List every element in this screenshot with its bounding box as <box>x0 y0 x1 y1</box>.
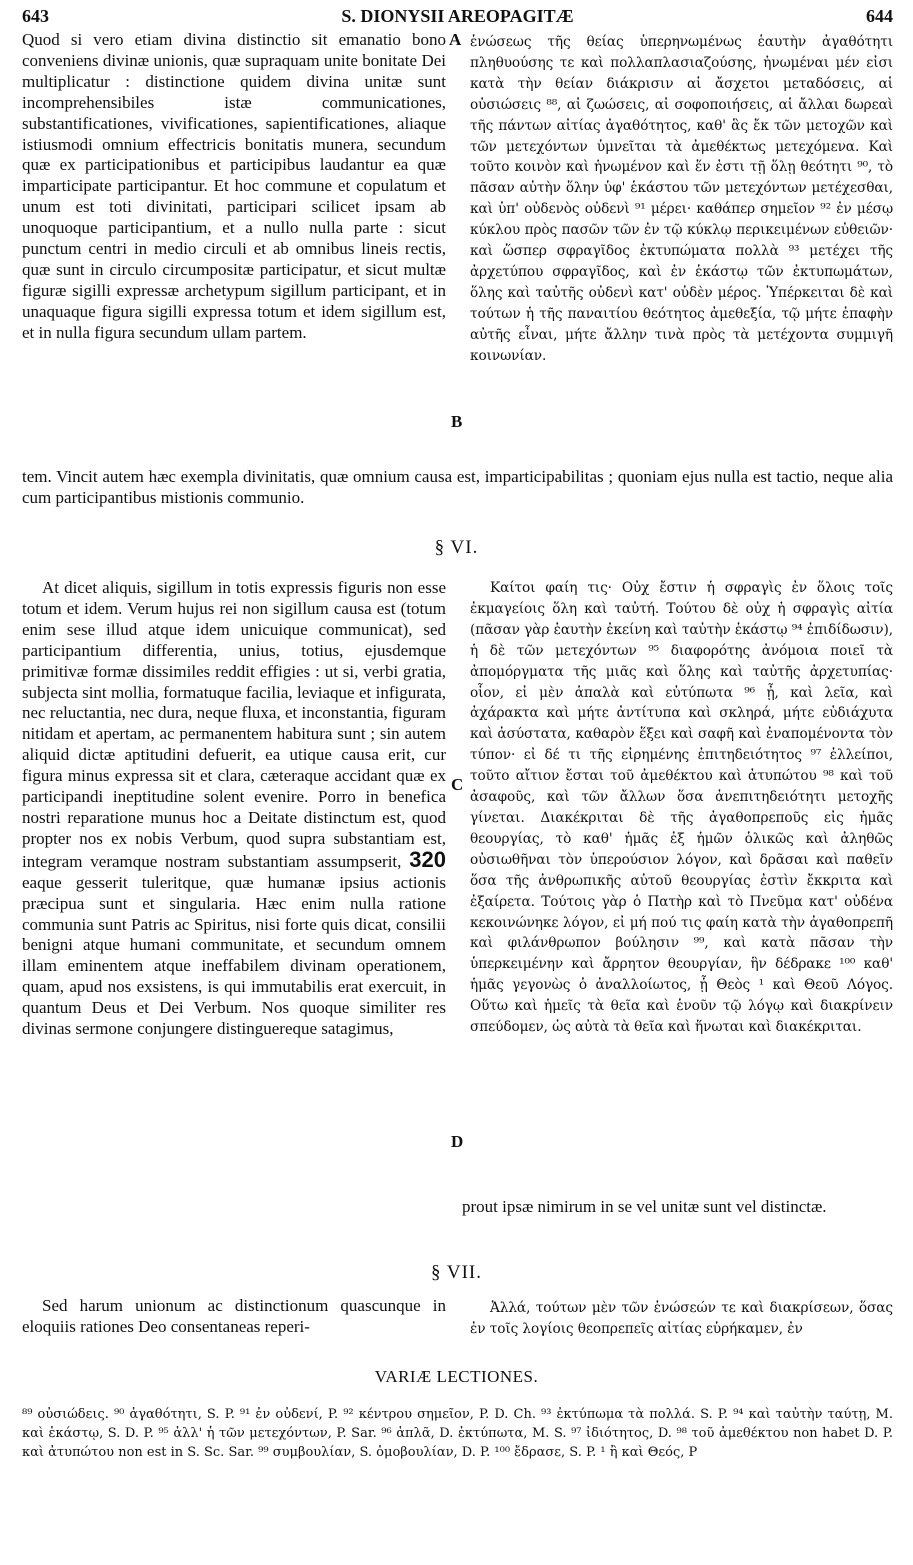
margin-letter-c: C <box>451 775 464 794</box>
running-title: S. DIONYSII AREOPAGITÆ <box>341 6 574 26</box>
greek-column-section6: Καίτοι φαίη τις· Οὐχ ἔστιν ἡ σφραγὶς ἐν ὅλοις τοῖς ἐκμαγείοις ὅλη καὶ ταὐτή. Τούτου δὲ οὐχ ἡ σφραγὶς αἰτία (πᾶσαν γὰρ ἑαυτὴν ἐκείνη καὶ ταὐτὴν ἑκάστῳ ⁹⁴ ἐπιδίδωσιν), ἡ δὲ τῶν μετεχόντων ⁹⁵ διαφορότης ἀνόμοια ποιεῖ τὰ ἀπομόργματα τῆς μιᾶς καὶ ὅλης καὶ ταὐτῆς ἀρχετυπίας· οἷον, εἰ μὲν ἁπαλὰ καὶ εὐτύπωτα ⁹⁶ ᾖ, καὶ λεῖα, καὶ ἀχάρακτα καὶ μήτε ἀντίτυπα καὶ σκληρά, μήτε εὐδιάχυτα καὶ ἀσύστατα, καθαρὸν ἕξει καὶ σαφῆ καὶ ἐναπομένοντα τὸν τύπον· εἰ δέ τι τῆς εἰρημένης ἐπιτηδειότητος ⁹⁷ ἐλλείποι, τοῦτο αἴτιον ἔσται τοῦ ἀμεθέκτου καὶ ἀτυπώτου ⁹⁸ καὶ τοῦ ἀσαφοῦς, καὶ τῶν ἄλλων ὅσα ἀνεπιτηδειότητι μετοχῆς γίνεται. Διακέκριται δὲ τῆς ἀγαθοπρεποῦς εἰς ἡμᾶς θεουργίας, τὸ καθ' ἡμᾶς ἐξ ἡμῶν ὁλικῶς καὶ ἀληθῶς οὐσιωθῆναι τὸν ὑπερούσιον λόγον, καὶ δρᾶσαι καὶ παθεῖν ὅσα τῆς ἀνθρωπικῆς αὐτοῦ θεουργίας ἐστὶν ἔκκριτα καὶ ἐξαίρετα. Τούτοις γὰρ ὁ Πατὴρ καὶ τὸ Πνεῦμα κατ' οὐδένα κεκοινώνηκε λόγον, εἰ μή πού τις φαίη κατὰ τὴν ἀγαθοπρεπῆ καὶ φιλάνθρωπον βούλησιν ⁹⁹, καὶ κατὰ πᾶσαν τὴν ὑπερκειμένην καὶ ἄρρητον θεουργίαν, ἣν δέδρακε ¹⁰⁰ καθ' ἡμᾶς γεγονὼς ὁ ἀναλλοίωτος, ᾗ Θεὸς ¹ καὶ Θεοῦ Λόγος. Οὕτω καὶ ἡμεῖς τὰ θεῖα καὶ ἑνοῦν τῷ λόγῳ καὶ διακρίνειν σπεύδομεν, ὡς αὐτὰ τὰ θεῖα καὶ ἥνωται καὶ διακέκριται. <box>470 580 893 1036</box>
variae-lectiones-heading: VARIÆ LECTIONES. <box>374 1367 539 1386</box>
section-heading-vi <box>0 537 913 559</box>
variae-lectiones-notes: ⁸⁹ οὐσιώδεις. ⁹⁰ ἀγαθότητι, S. P. ⁹¹ ἐν οὐδενί, P. ⁹² κέντρου σημεῖον, P. D. Ch. ⁹³ ἐκτύπωμα τὰ πολλά. S. P. ⁹⁴ καὶ ταὐτὴν ταύτῃ, M. καὶ ἑκάστῳ, S. D. P. ⁹⁵ ἀλλ' ἡ τῶν μετεχόντων, P. Sar. ⁹⁶ ἁπλᾶ, D. ἐκτύπωτα, M. S. ⁹⁷ ἰδιότητος, D. ⁹⁸ τοῦ ἀμεθέκτου non habet D. P. καὶ ἀτυπώτου non est in S. Sc. Sar. ⁹⁹ συμβουλίαν, S. ὁμοβουλίαν, D. P. ¹⁰⁰ ἔδρασε, S. P. ¹ ἢ καὶ Θεός, P <box>22 1407 893 1460</box>
latin-fullwidth-section6: prout ipsæ nimirum in se vel unitæ sunt vel distinctæ. <box>462 1197 827 1216</box>
margin-letter-d: D <box>451 1132 464 1151</box>
latin-section6-part2: eaque gesserit tuleritque, quæ humanæ ipsius actionis præcipua sunt et singularia. Hæc enim nulla ratione communia sunt Patris ac Spiritus, nisi forte quis dicat, consilii benigni atque humani communitate, et secundum omnem illam eminentem atque ineffabilem divinam operationem, quam, apud nos exsistens, is qui immutabilis erat exercuit, in quantum Deus et Dei Verbum. Nos quoque similiter res divinas sermone conjungere distinguereque satagimus, <box>22 872 446 1039</box>
page-number-right: 644 <box>866 6 893 26</box>
column-number: 320 <box>409 846 447 872</box>
section-heading-vii <box>0 1262 913 1284</box>
latin-column-section6 <box>22 578 446 1208</box>
margin-letter-a: A <box>449 30 462 49</box>
latin-column-block1: Quod si vero etiam divina distinctio sit emanatio bono conveniens divinæ unionis, quæ supraquam unite bonitate Dei multiplicatur : distinctione quidem divina unitæ sunt incomprehensibiles istæ communicationes, substantificationes, vivificationes, sapientificationes, aliaque istiusmodi omnium effectricis bonitatis munera, secundum quæ ex participationibus et participibus laudantur ea quæ imparticipate participantur. Et hoc commune et copulatum et unum est toti divinitati, participari scilicet ipsam ab unoquoque participantium, et a nullo nulla parte : sicut punctum centri in medio circuli et ab omnibus lineis rectis, quæ sunt in circulo circumpositæ participatur, et sicut multæ figuræ sigilli expressæ archetypum sigillum participant, et in unaquaque figura sigilli expressa totum et idem sigillum est, et in nulla figura secundum ullam partem. <box>22 30 446 342</box>
greek-column-section7: Ἀλλά, τούτων μὲν τῶν ἑνώσεών τε καὶ διακρίσεων, ὅσας ἐν τοῖς λογίοις θεοπρεπεῖς αἰτίας εὑρήκαμεν, ἐν <box>470 1300 893 1337</box>
running-header <box>22 6 893 28</box>
latin-column-section7: Sed harum unionum ac distinctionum quascunque in eloquiis rationes Deo consentaneas reperi- <box>22 1296 446 1336</box>
section-heading-vii-text: § VII. <box>430 1262 483 1283</box>
latin-fullwidth-block1: tem. Vincit autem hæc exempla divinitatis, quæ omnium causa est, imparticipabilitas ; quoniam ejus nulla est tactio, neque alia cum participantibus mistionis communio. <box>22 467 893 507</box>
page-number-left: 643 <box>22 6 49 26</box>
margin-letter-b: B <box>451 412 463 431</box>
greek-column-block1: ἑνώσεως τῆς θείας ὑπερηνωμένως ἑαυτὴν ἀγαθότητι πληθυούσης τε καὶ πολλαπλασιαζούσης, ἡνωμέναι μέν εἰσι κατὰ τὴν θείαν διάκρισιν αἱ ἄσχετοι μεταδόσεις, αἱ οὐσιώσεις ⁸⁸, αἱ ζωώσεις, αἱ σοφοποιήσεις, αἱ ἄλλαι δωρεαὶ τῆς πάντων αἰτίας ἀγαθότητος, καθ' ἃς ἔκ τῶν μετοχῶν καὶ τῶν μετεχόντων ὑμνεῖται τὰ ἀμεθέκτως μετεχόμενα. Καὶ τοῦτο κοινὸν καὶ ἡνωμένον καὶ ἕν ἐστι τῇ ὅλῃ θεότητι ⁹⁰, τὸ πᾶσαν αὐτὴν ὅλην ὑφ' ἑκάστου τῶν μετεχόντων μετέχεσθαι, καὶ ὑπ' οὐδενὸς οὐδενὶ ⁹¹ μέρει· καθάπερ σημεῖον ⁹² ἐν μέσῳ κύκλου πρὸς πασῶν τῶν ἐν τῷ κύκλῳ περικειμένων εὐθειῶν· καὶ ὥσπερ σφραγῖδος ἐκτυπώματα πολλὰ ⁹³ μετέχει τῆς ἀρχετύπου σφραγῖδος, καὶ ἐν ἑκάστῳ τῶν ἐκτυπωμάτων, ὅλης καὶ ταὐτῆς οὐδενὶ κατ' οὐδὲν μέρος. Ὑπέρκειται δὲ καὶ τούτων ἡ τῆς παναιτίου θεότητος ἀμεθεξία, τῷ μήτε ἐπαφὴν αὐτῆς εἶναι, μήτε ἄλλην τινὰ πρὸς τὰ μετέχοντα συμμιγῆ κοινωνίαν. <box>470 34 893 364</box>
section-heading-vi-text: § VI. <box>434 537 479 558</box>
latin-section6-part1: At dicet aliquis, sigillum in totis expressis figuris non esse totum et idem. Verum hujus rei non sigillum causa est (totum enim sese illud atque idem unicuique communicat), sed participantium differentia, unius, totius, ejusdemque primitivæ formæ dissimiles reddit effigies : ut si, verbi gratia, subjecta sint mollia, formatuque facilia, leviaque et infigurata, nec reluctantia, nec dura, neque fluxa, et inconstantia, figuram nitidam et apertam, ac permanentem habitura sunt ; sin autem aliquid dictæ aptitudini defuerit, ea utique causa erit, cur figura minus expressa sit et clara, cæteraque accidant quæ ex participandi ineptitudine solent evenire. Porro in benefica nostri reparatione munus hoc a Deitate distinctum est, quod propter nos ex nobis Verbum, quod supra substantiam est, integram veramque nostram substantiam assumpserit, <box>22 578 446 871</box>
